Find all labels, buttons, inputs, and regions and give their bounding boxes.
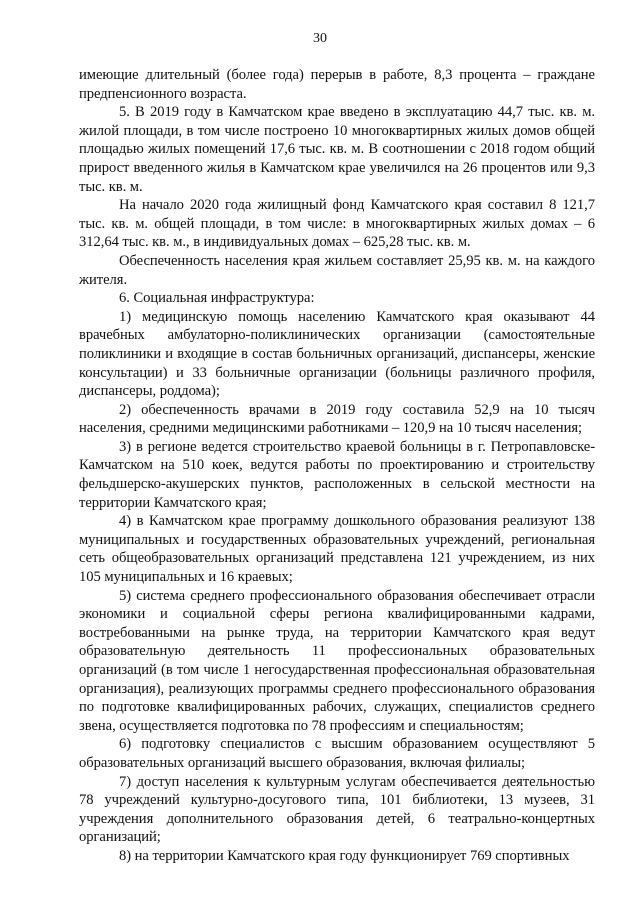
- paragraph-housing-stock: На начало 2020 года жилищный фонд Камчатского края составил 8 121,7 тыс. кв. м. общей площади, в том числе: в многоквартирных жилых домах – 6 312,64 тыс. кв. м., в индивидуальных домах – 625,28 тыс. кв. м.: [79, 197, 595, 251]
- page-body: [79, 66, 595, 866]
- list-item-higher-education: 6) подготовку специалистов с высшим образованием осуществляют 5 образовательных организаций высшего образования, включая филиалы;: [79, 736, 595, 771]
- paragraph-housing-commissioning: 5. В 2019 году в Камчатском крае введено в эксплуатацию 44,7 тыс. кв. м. жилой площади, в том числе построено 10 многоквартирных жилых домов общей площадью жилых помещений 17,6 тыс. кв. м. В соотношении с 2018 годом общий прирост введенного жилья в Камчатском крае увеличился на 26 процентов или 9,3 тыс. кв. м.: [79, 104, 595, 195]
- paragraph-social-infrastructure-heading: 6. Социальная инфраструктура:: [119, 290, 315, 307]
- list-item-medical-care: 1) медицинскую помощь населению Камчатского края оказывают 44 врачебных амбулаторно-поликлинических организации (самостоятельные поликлиники и входящие в состав больничных организаций, диспансеры, женские консультации) и 33 больничные организации (больницы различного профиля, диспансеры, роддома);: [79, 308, 595, 400]
- paragraph-continuation: имеющие длительный (более года) перерыв в работе, 8,3 процента – граждане предпенсионного возраста.: [79, 67, 595, 102]
- page-number: 30: [313, 31, 327, 46]
- list-item-sports: 8) на территории Камчатского края году функционирует 769 спортивных: [119, 847, 570, 864]
- paragraph-housing-provision: Обеспеченность населения края жильем составляет 25,95 кв. м. на каждого жителя.: [79, 252, 595, 288]
- list-item-culture: 7) доступ населения к культурным услугам обеспечивается деятельностью 78 учреждений культурно-досугового типа, 101 библиотеки, 13 музеев, 31 учреждения дополнительного образования детей, 6 театрально-концертных организаций;: [79, 773, 595, 846]
- list-item-vocational-education: 5) система среднего профессионального образования обеспечивает отрасли экономики и социальной сферы региона квалифицированными кадрами, востребованными на рынке труда, на территории Камчатского края ведут образовательную деятельность 11 профессиональных образовательных организаций (в том числе 1 негосударственная профессиональная образовательная организация), реализующих программы среднего профессионального образования по подготовке квалифицированных рабочих, служащих, специалистов среднего звена, осуществляется подготовка по 78 профессиям и специальностям;: [79, 587, 595, 734]
- list-item-doctors-provision: 2) обеспеченность врачами в 2019 году составила 52,9 на 10 тысяч населения, средними медицинскими работниками – 120,9 на 10 тысяч населения;: [79, 401, 595, 437]
- list-item-hospital-construction: 3) в регионе ведется строительство краевой больницы в г. Петропавловске-Камчатском на 510 коек, ведутся работы по проектированию и строительству фельдшерско-акушерских пунктов, расположенных в сельской местности на территории Камчатского края;: [79, 438, 595, 511]
- list-item-preschool-education: 4) в Камчатском крае программу дошкольного образования реализуют 138 муниципальных и государственных образовательных учреждений, региональная сеть общеобразовательных организаций представлена 121 учреждением, из них 105 муниципальных и 16 краевых;: [79, 513, 595, 586]
